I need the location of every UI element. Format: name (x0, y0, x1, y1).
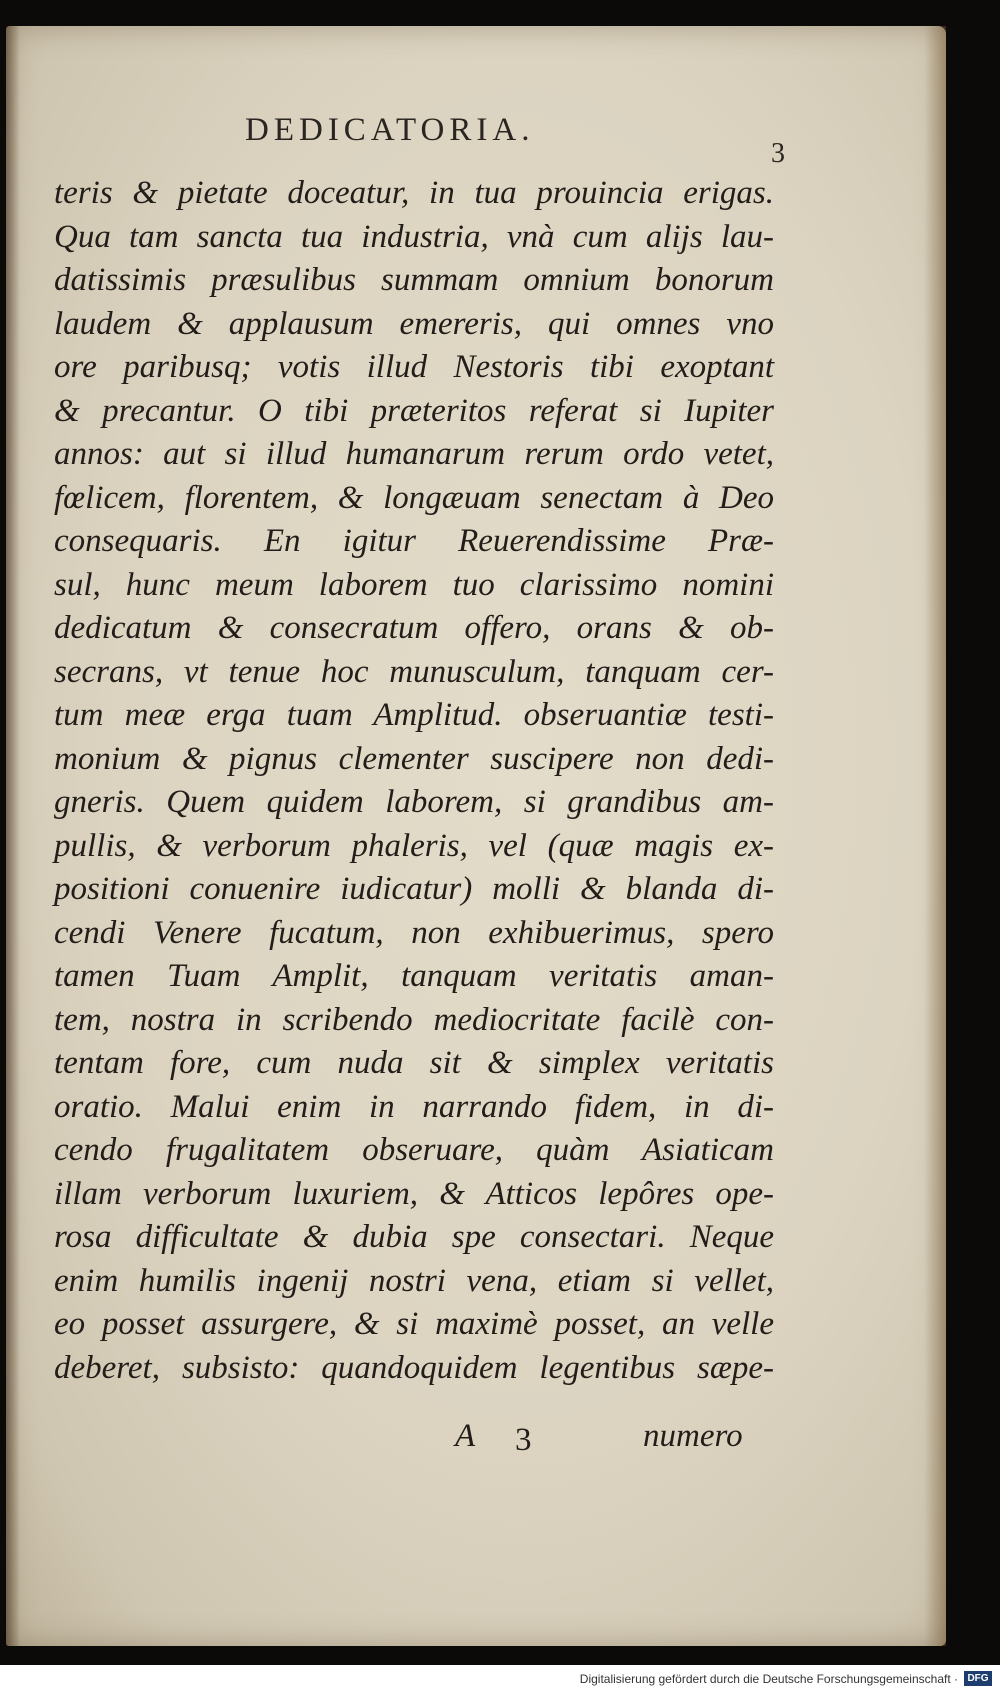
text-line: cendi Venere fucatum, non exhibuerimus, spero (54, 914, 774, 951)
page-footer-line (0, 1418, 1000, 1468)
page-gutter-shadow (6, 26, 20, 1646)
text-line: tentam fore, cum nuda sit & simplex veritatis (54, 1045, 774, 1081)
text-line: teris & pietate doceatur, in tua prouincia erigas. (54, 175, 774, 211)
text-line: tamen Tuam Amplit, tanquam veritatis aman- (54, 958, 774, 994)
footer-credit: Digitalisierung gefördert durch die Deutsche Forschungsgemeinschaft · (579, 1672, 958, 1686)
text-line: & precantur. O tibi præteritos referat si Iupiter (54, 392, 774, 429)
text-line: pullis, & verborum phaleris, vel (quæ magis ex- (54, 827, 774, 864)
text-line: fœlicem, florentem, & longæuam senectam à Deo (54, 479, 774, 516)
text-line: cendo frugalitatem obseruare, quàm Asiaticam (54, 1132, 774, 1168)
text-line: sul, hunc meum laborem tuo clarissimo nomini (54, 566, 774, 603)
text-line: tum meæ erga tuam Amplitud. obseruantiæ testi- (54, 697, 774, 733)
page-edge-shadow (924, 26, 946, 1646)
text-line: laudem & applausum emereris, qui omnes vno (54, 305, 774, 342)
text-line: eo posset assurgere, & si maximè posset, an velle (54, 1306, 774, 1342)
signature-mark: A (455, 1418, 476, 1454)
text-line: annos: aut si illud humanarum rerum ordo vetet, (54, 436, 774, 472)
text-line: oratio. Malui enim in narrando fidem, in di- (54, 1088, 774, 1125)
text-line: gneris. Quem quidem laborem, si grandibus am- (54, 784, 774, 820)
text-line: datissimis præsulibus summam omnium bonorum (54, 262, 774, 298)
running-head: DEDICATORIA. (245, 112, 535, 148)
text-line: dedicatum & consecratum offero, orans & ob- (54, 610, 774, 646)
body-text (54, 172, 774, 1390)
text-line: ore paribusq; votis illud Nestoris tibi exoptant (54, 349, 774, 385)
text-line: consequaris. En igitur Reuerendissime Præ- (54, 523, 774, 559)
text-line: deberet, subsisto: quandoquidem legentibus sæpe- (54, 1349, 774, 1386)
text-line: Qua tam sancta tua industria, vnà cum alijs lau- (54, 218, 774, 255)
digitization-footer (0, 1665, 1000, 1695)
signature-number: 3 (515, 1422, 532, 1458)
dfg-logo-icon: DFG (964, 1671, 992, 1686)
text-line: monium & pignus clementer suscipere non dedi- (54, 740, 774, 777)
text-line: tem, nostra in scribendo mediocritate facilè con- (54, 1001, 774, 1038)
catchword: numero (643, 1418, 743, 1454)
text-line: positioni conuenire iudicatur) molli & blanda di- (54, 871, 774, 907)
text-line: illam verborum luxuriem, & Atticos lepôres ope- (54, 1175, 774, 1212)
page-number: 3 (771, 138, 785, 169)
text-line: rosa difficultate & dubia spe consectari. Neque (54, 1219, 774, 1255)
text-line: enim humilis ingenij nostri vena, etiam si vellet, (54, 1262, 774, 1299)
text-line: secrans, vt tenue hoc munusculum, tanquam cer- (54, 653, 774, 690)
